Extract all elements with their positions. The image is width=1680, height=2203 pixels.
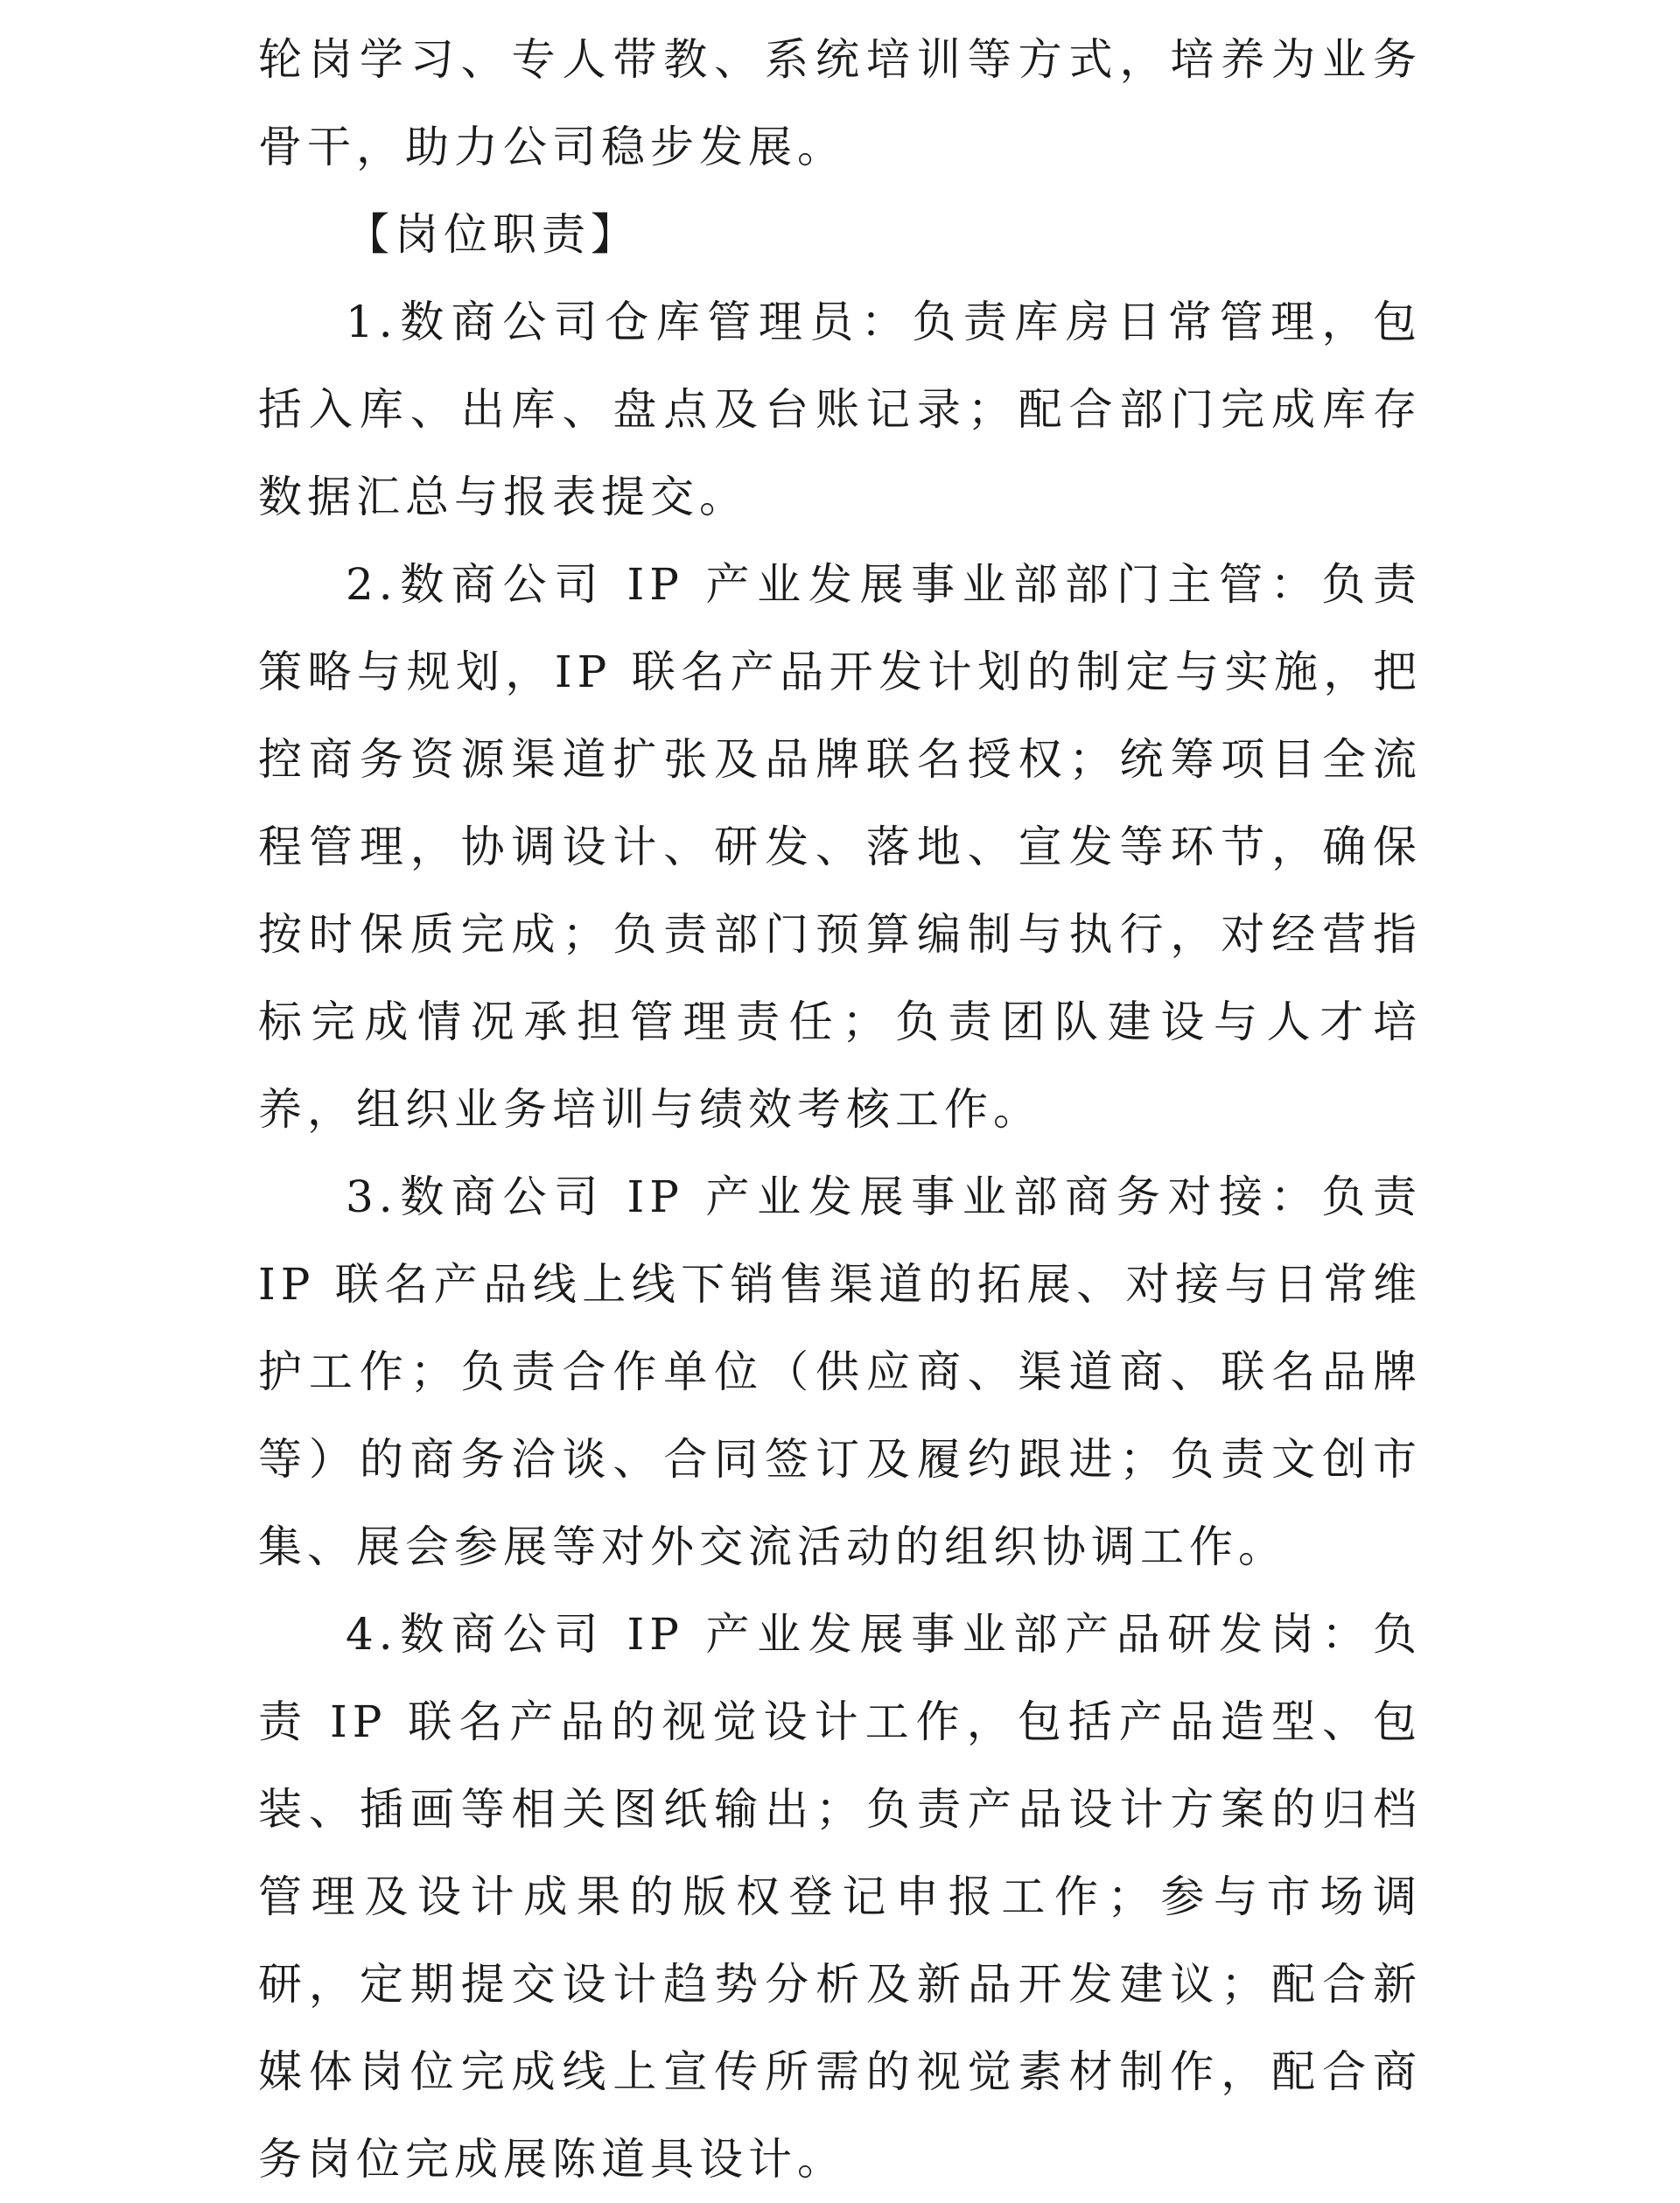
duty-paragraph-product-design: 4.数商公司 IP 产业发展事业部产品研发岗：负责 IP 联名产品的视觉设计工作，包括产品造型、包装、插画等相关图纸输出；负责产品设计方案的归档管理及设计成果的版权登记申报工作；参与市场调研，定期提交设计趋势分析及新品开发建议；配合新媒体岗位完成线上宣传所需的视觉素材制作，配合商务岗位完成展陈道具设计。 xyxy=(258,1609,1422,2185)
document-page xyxy=(258,16,1422,2203)
duty-paragraph-department-head: 2.数商公司 IP 产业发展事业部部门主管：负责策略与规划，IP 联名产品开发计划的制定与实施，把控商务资源渠道扩张及品牌联名授权；统筹项目全流程管理，协调设计、研发、落地、宣发等环节，确保按时保质完成；负责部门预算编制与执行，对经营指标完成情况承担管理责任；负责团队建设与人才培养，组织业务培训与绩效考核工作。 xyxy=(258,559,1422,1135)
duty-paragraph-warehouse: 1.数商公司仓库管理员：负责库房日常管理，包括入库、出库、盘点及台账记录；配合部门完成库存数据汇总与报表提交。 xyxy=(258,297,1422,522)
duty-paragraph-business-liaison: 3.数商公司 IP 产业发展事业部商务对接：负责 IP 联名产品线上线下销售渠道的拓展、对接与日常维护工作；负责合作单位（供应商、渠道商、联名品牌等）的商务洽谈、合同签订及履约跟进；负责文创市集、展会参展等对外交流活动的组织协调工作。 xyxy=(258,1171,1422,1572)
intro-continuation-paragraph: 轮岗学习、专人带教、系统培训等方式，培养为业务骨干，助力公司稳步发展。 xyxy=(258,34,1422,172)
section-heading: 【岗位职责】 xyxy=(346,209,640,260)
